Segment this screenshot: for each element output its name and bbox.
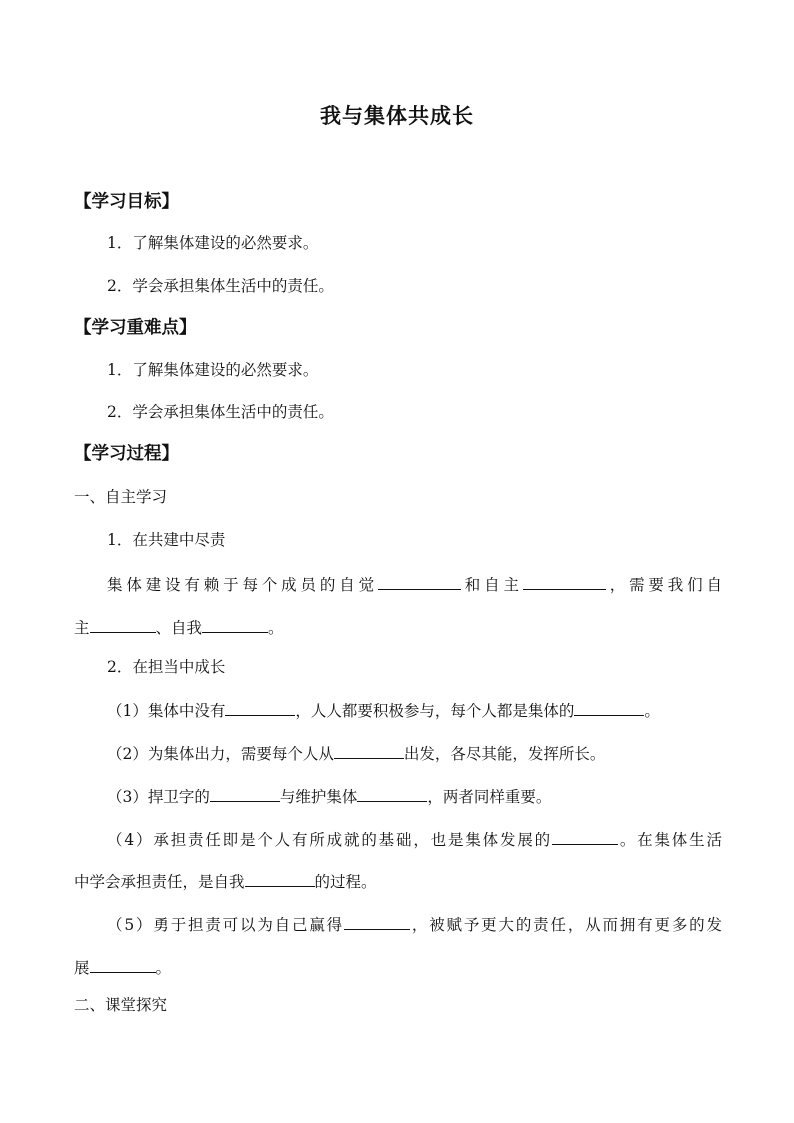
question-text: ，两者同样重要。 [427,788,552,806]
question-text: 中学会承担责任，是自我 [74,873,245,891]
paragraph-text: ，需要我们自 [605,576,722,594]
answer-blank[interactable] [225,699,295,716]
answer-blank[interactable] [574,699,644,716]
question-text: ，人人都要积极参与，每个人都是集体的 [295,702,575,720]
answer-blank[interactable] [202,616,268,633]
answer-blank[interactable] [344,913,410,930]
question-line [107,699,722,721]
question-text: 出发，各尽其能，发挥所长。 [403,745,606,763]
key-point-item: 2．学会承担集体生活中的责任。 [107,403,334,421]
question-text: （5）勇于担责可以为自己赢得 [107,916,345,934]
objective-item: 1．了解集体建设的必然要求。 [107,234,319,252]
question-text: （4）承担责任即是个人有所成就的基础，也是集体发展的 [107,831,552,849]
answer-blank[interactable] [523,573,606,590]
section-heading-process: 【学习过程】 [74,444,179,464]
objective-item: 2．学会承担集体生活中的责任。 [107,277,334,295]
question-text: 。 [644,702,660,720]
question-text: ，被赋予更大的责任，从而拥有更多的发 [410,916,722,934]
sub-heading: 1．在共建中尽责 [107,531,226,549]
question-line [107,785,722,807]
answer-blank[interactable] [90,616,156,633]
key-point-item: 1．了解集体建设的必然要求。 [107,361,319,379]
question-line [74,870,722,892]
question-text: （3）捍卫字的 [107,788,210,806]
question-line [107,828,722,850]
fill-paragraph-line [107,573,722,595]
question-text: 的过程。 [314,873,377,891]
part-heading-self-study: 一、自主学习 [74,488,168,506]
paragraph-text: 、自我 [155,619,203,637]
paragraph-text: 集体建设有赖于每个成员的自觉 [107,576,378,594]
paragraph-text: 主 [74,619,90,637]
question-text: （2）为集体出力，需要每个人从 [107,745,334,763]
section-heading-objectives: 【学习目标】 [74,192,179,212]
paragraph-text: 和自主 [460,576,523,594]
answer-blank[interactable] [90,956,156,973]
question-text: 。 [155,959,172,977]
answer-blank[interactable] [210,785,280,802]
question-line [107,913,722,935]
question-text: 展 [74,959,90,977]
document-title: 我与集体共成长 [320,104,474,128]
answer-blank[interactable] [357,785,427,802]
answer-blank[interactable] [378,573,461,590]
question-line [74,956,722,978]
part-heading-class-inquiry: 二、课堂探究 [74,996,168,1014]
sub-heading: 2．在担当中成长 [107,658,226,676]
section-heading-key-points: 【学习重难点】 [74,318,197,338]
question-text: 与维护集体 [279,788,358,806]
answer-blank[interactable] [245,870,315,887]
answer-blank[interactable] [334,742,404,759]
fill-paragraph-line [74,616,722,638]
question-text: 。在集体生活 [617,831,722,849]
question-line [107,742,722,764]
paragraph-text: 。 [268,619,284,637]
answer-blank[interactable] [552,828,618,845]
question-text: （1）集体中没有 [107,702,226,720]
